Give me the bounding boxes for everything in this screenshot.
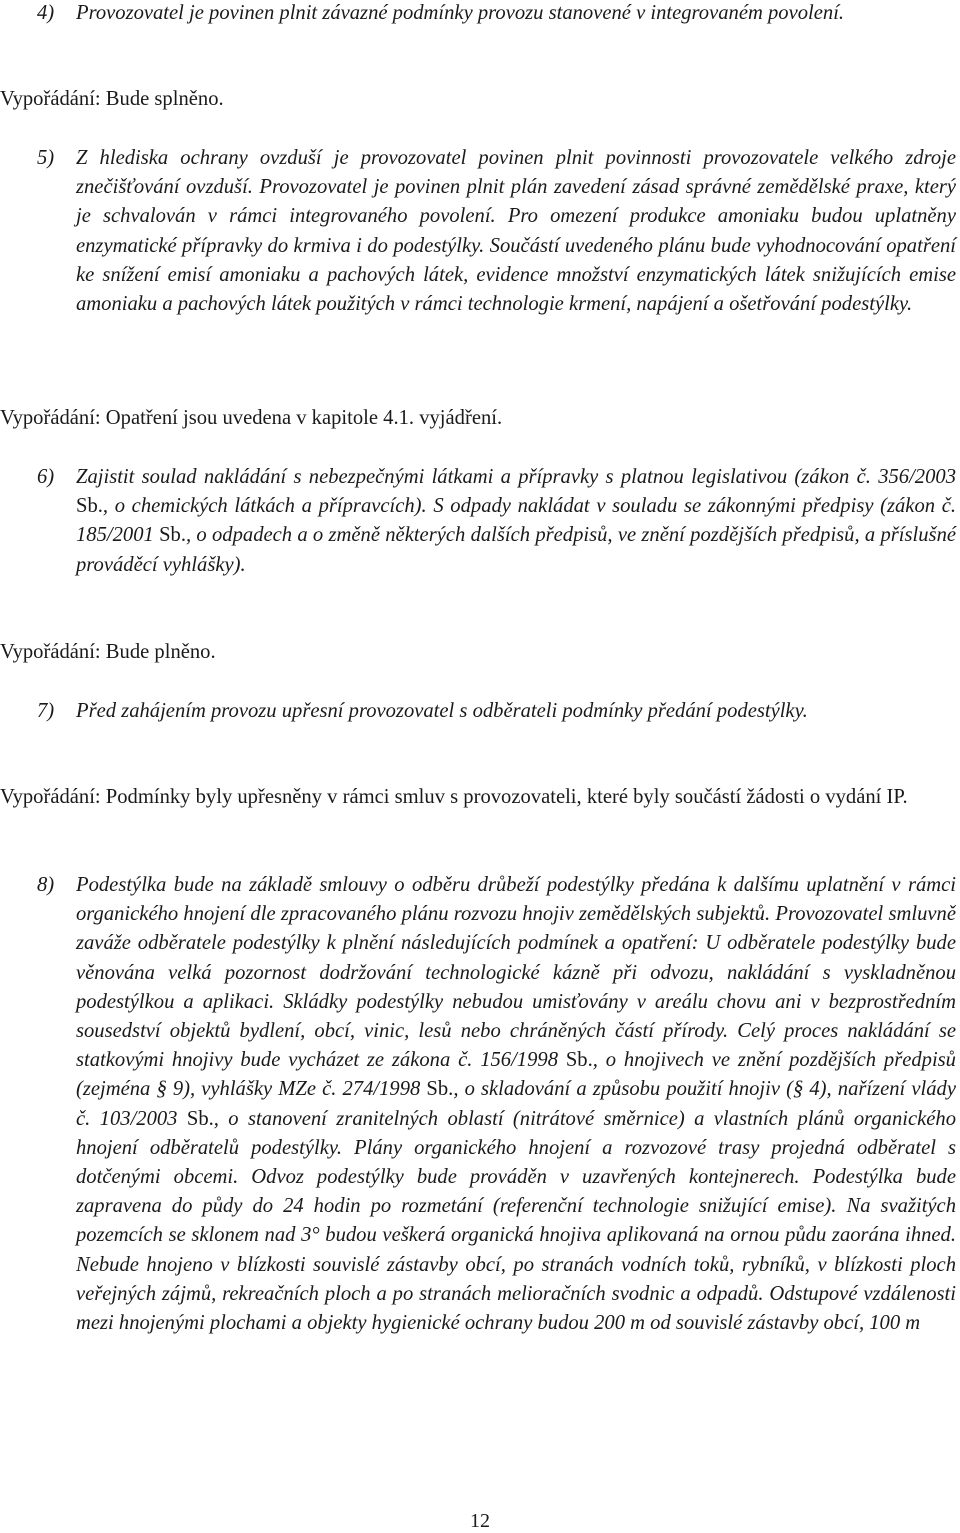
response-4: Vypořádání: Podmínky byly upřesněny v rámci smluv s provozovateli, které byly součástí žádosti o vydání IP. xyxy=(0,786,908,808)
condition-item-6 xyxy=(0,463,956,580)
item-text-part: , o hnojivech ve znění pozdějších předpisů (zejména § 9), vyhlášky MZe č. 274/1998 xyxy=(76,1049,956,1101)
condition-item-8 xyxy=(0,871,956,1338)
item-text: Z hlediska ochrany ovzduší je provozovatel povinen plnit povinnosti provozovatele velkého zdroje znečišťování ovzduší. Provozovatel je povinen plnit plán zavedení zásad správné zemědělské praxe, který je schvalován v rámci integrovaného povolení. Pro omezení produkce amoniaku budou uplatněny enzymatické přípravky do krmiva i do podestýlky. Součástí uvedeného plánu bude vyhodnocování opatření ke snížení emisí amoniaku a pachových látek, evidence množství enzymatických látek snižujících emise amoniaku a pachových látek použitých v rámci technologie krmení, napájení a ošetřování podestýlky. xyxy=(76,147,956,316)
item-text-part: , o skladování a způsobu použití hnojiv (§ 4), nařízení vlády č. 103/2003 xyxy=(76,1078,956,1130)
item-text-part: Podestýlka bude na základě smlouvy o odběru drůbeží podestýlky předána k dalšímu uplatnění v rámci organického hnojení dle zpracovaného plánu rozvozu hnojiv zemědělských subjektů. Provozovatel smluvně zaváže odběratele podestýlky k plnění následujících podmínek a opatření: U odběratele podestýlky bude věnována velká pozornost dodržování technologické kázně při odvozu, nakládání s vyskladněnou podestýlkou a aplikaci. Skládky podestýlky nebudou umisťovány v areálu chovu ani v bezprostředním sousedství objektů bydlení, obcí, vinic, lesů nebo chráněných částí přírody. Celý proces nakládání se statkovými hnojivy bude vycházet ze zákona č. 156/1998 xyxy=(76,874,956,1072)
item-text: Provozovatel je povinen plnit závazné podmínky provozu stanovené v integrovaném povolení. xyxy=(76,2,845,24)
item-number: 4) xyxy=(37,2,55,24)
item-text-part: Sb. xyxy=(159,524,186,547)
page-number: 12 xyxy=(470,1510,490,1532)
response-1: Vypořádání: Bude splněno. xyxy=(0,88,224,110)
item-text-part: Sb. xyxy=(186,1107,214,1130)
item-number: 6) xyxy=(37,466,55,488)
item-text-part: Sb. xyxy=(565,1049,593,1072)
response-3: Vypořádání: Bude plněno. xyxy=(0,641,216,663)
item-text xyxy=(76,871,956,1338)
item-text-part: Zajistit soulad nakládání s nebezpečnými látkami a přípravky s platnou legislativou (zákon č. 356/2003 xyxy=(76,466,956,488)
response-2: Vypořádání: Opatření jsou uvedena v kapitole 4.1. vyjádření. xyxy=(0,407,503,429)
item-number: 5) xyxy=(37,147,55,169)
item-text-part: , o stanovení zranitelných oblastí (nitrátové směrnice) a vlastních plánů organického hnojení odběratelů podestýlky. Plány organického hnojení a rozvozové trasy projedná odběratel s dotčenými obcemi. Odvoz podestýlky bude prováděn v uzavřených kontejnerech. Podestýlka bude zapravena do půdy do 24 hodin po rozmetání (referenční technologie snižující emise). Na svažitých pozemcích se sklonem nad 3° budou veškerá organická hnojiva aplikovaná na ornou půdu zaorána ihned. Nebude hnojeno v blízkosti souvislé zástavby obcí, po stranách vodních toků, rybníků, v blízkosti ploch veřejných zájmů, rekreačních ploch a po stranách melioračních svodnic a odpadů. Odstupové vzdálenosti mezi hnojenými plochami a objekty hygienické ochrany budou 200 m od souvislé zástavby obcí, 100 m xyxy=(76,1107,956,1335)
condition-item-7 xyxy=(0,697,956,726)
item-number: 7) xyxy=(37,700,55,722)
item-text-part: , o odpadech a o změně některých dalších předpisů, ve znění pozdějších předpisů, a příslušné prováděcí vyhlášky). xyxy=(76,524,957,576)
condition-item-5 xyxy=(0,144,956,319)
item-text-part: , o chemických látkách a přípravcích). S odpady nakládat v souladu se zákonnými předpisy (zákon č. 185/2001 xyxy=(76,495,956,547)
item-text xyxy=(76,463,956,580)
item-text-part: Sb. xyxy=(426,1078,454,1101)
item-number: 8) xyxy=(37,874,55,896)
condition-item-4 xyxy=(0,0,956,28)
item-text-part: Sb. xyxy=(76,495,103,518)
item-text: Před zahájením provozu upřesní provozovatel s odběrateli podmínky předání podestýlky. xyxy=(76,700,808,722)
